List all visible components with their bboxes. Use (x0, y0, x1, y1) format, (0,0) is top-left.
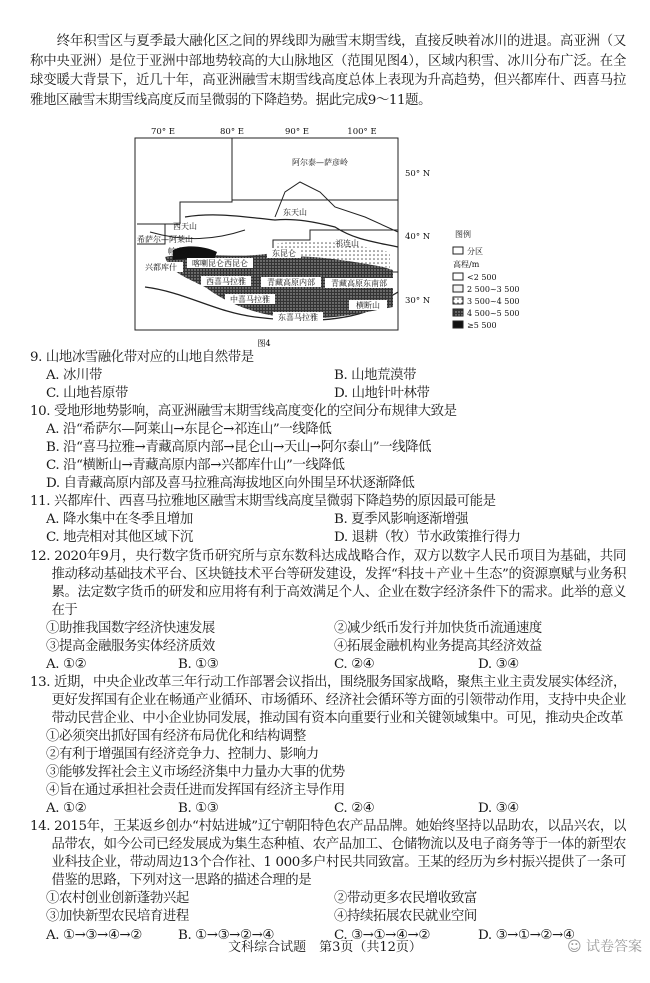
option-c: C. ②④ (334, 656, 375, 672)
legend-class: 4 500~5 500 (467, 309, 520, 318)
legend-zone: 分区 (467, 247, 483, 256)
option-d: D. ③→①→②→④ (478, 927, 575, 943)
lat-label: 30° N (405, 296, 431, 306)
region-label: 东天山 (283, 208, 307, 217)
question-10 (30, 403, 626, 493)
statement-1: ①农村创业创新蓬勃兴起 (46, 891, 189, 907)
option-d: D. ③④ (478, 801, 519, 817)
option-d: D. 自青藏高原内部及喜马拉雅高海拔地区向外围呈环状逐渐降低 (46, 476, 415, 492)
region-label: 希萨尔—阿莱山 (137, 235, 193, 244)
option-a: A. ①② (46, 656, 87, 672)
legend-class: <2 500 (467, 273, 497, 282)
question-13 (30, 674, 626, 818)
lon-label: 70° E (151, 127, 175, 137)
statement-4: ④旨在通过承担社会责任进而发挥国有经济主导作用 (46, 783, 345, 799)
region-label: 横断山 (356, 301, 380, 310)
region-label: 东昆仑 (272, 249, 296, 258)
question-list (30, 349, 626, 945)
legend-class: 2 500~3 500 (467, 285, 520, 294)
question-stem: 14. 2015年，王某返乡创办“村姑进城”辽宁朝阳特色农产品品牌。她始终坚持以品助农，以品兴农，以品带农，如今公司已经发展成为集生态种植、农产品加工、仓储物流以及电子商务等于一体的新型农业科技企业，带动周边13个合作社、1 000多户村民共同致富。王某的经历为乡村振兴提供了一条可借鉴的思路，下列对这一思路的描述合理的是 (30, 819, 626, 889)
question-14 (30, 818, 626, 944)
region-label: 青藏高原内部 (267, 278, 315, 287)
legend-class: ≥5 500 (467, 321, 497, 330)
option-a: A. 降水集中在冬季且增加 (46, 512, 193, 528)
figure-4-map (125, 122, 545, 352)
figure-caption: 图4 (257, 339, 271, 348)
region-label: 西天山 (173, 222, 197, 231)
option-d: D. ③④ (478, 656, 519, 672)
region-label: 喀喇昆仑西昆仑 (192, 259, 248, 268)
legend-elev-title: 高程/m (453, 260, 480, 269)
region-label: 西喜马拉雅 (206, 277, 246, 286)
watermark-text: 试卷答案 (586, 939, 642, 955)
option-b: B. ①③ (178, 656, 219, 672)
lon-label: 80° E (220, 127, 244, 137)
statement-2: ②有利于增强国有经济竞争力、控制力、影响力 (46, 747, 319, 763)
region-label: 帕米尔 (168, 247, 192, 256)
option-c: C. 沿“横断山→青藏高原内部→兴都库什山”一线降低 (46, 458, 345, 474)
region-label: 青藏高原东南部 (331, 279, 387, 288)
option-b: B. 夏季风影响逐渐增强 (334, 512, 469, 528)
statement-1: ①必须突出抓好国有经济布局优化和结构调整 (46, 728, 306, 744)
option-d: D. 山地针叶林带 (334, 386, 430, 402)
lat-label: 50° N (405, 169, 431, 179)
option-d: D. 退耕（牧）节水政策推行得力 (334, 530, 521, 546)
map-legend (453, 229, 520, 330)
statement-3: ③能够发挥社会主义市场经济集中力量办大事的优势 (46, 765, 345, 781)
question-stem: 12. 2020年9月，央行数字货币研究所与京东数科达成战略合作，双方以数字人民币项目为基础，共同推动移动基础技术平台、区块链技术平台等研发建设，发挥“科技＋产业＋生态”的资源禀赋与业务积累。法定数字货币的研发和应用将有利于高效满足个人、企业在数字经济条件下的需求。此举的意义在于 (30, 548, 626, 618)
watermark (567, 936, 642, 956)
question-12 (30, 548, 626, 674)
statement-4: ④持续拓展农民就业空间 (334, 909, 477, 925)
region-label: 阿尔泰—萨彦岭 (292, 158, 348, 167)
statement-2: ②带动更多农民增收致富 (334, 891, 477, 907)
wechat-icon: ☺ (566, 939, 586, 955)
lat-label: 40° N (405, 232, 431, 242)
statement-3: ③提高金融服务实体经济质效 (46, 638, 215, 654)
question-9 (30, 349, 626, 403)
question-stem: 10. 受地形地势影响，高亚洲融雪末期雪线高度变化的空间分布规律大致是 (30, 404, 457, 420)
region-label: 中喜马拉雅 (230, 295, 270, 304)
question-11 (30, 493, 626, 547)
lon-label: 90° E (285, 127, 309, 137)
statement-4: ④拓展金融机构业务提高其经济效益 (334, 638, 542, 654)
option-b: B. ①③ (178, 801, 219, 817)
option-c: C. ③→①→④→② (334, 927, 430, 943)
option-c: C. ②④ (334, 801, 375, 817)
option-a: A. 冰川带 (46, 368, 102, 384)
option-a: A. ①→③→④→② (46, 927, 142, 943)
option-a: A. 沿“希萨尔—阿莱山→东昆仑→祁连山”一线降低 (46, 422, 332, 438)
statement-3: ③加快新型农民培育进程 (46, 909, 189, 925)
region-label: 祁连山 (335, 239, 359, 248)
option-b: B. ①→③→②→④ (178, 927, 275, 943)
region-label: 兴都库什 (145, 263, 177, 272)
question-stem: 9. 山地冰雪融化带对应的山地自然带是 (30, 350, 254, 365)
region-label: 东喜马拉雅 (278, 313, 318, 322)
option-c: C. 山地苔原带 (46, 386, 129, 402)
option-b: B. 山地荒漠带 (334, 368, 417, 384)
option-b: B. 沿“喜马拉雅→青藏高原内部→昆仑山→天山→阿尔泰山”一线降低 (46, 440, 432, 456)
legend-title: 图例 (455, 230, 471, 239)
option-a: A. ①② (46, 801, 87, 817)
page-footer: 文科综合试题 第3页（共12页） (228, 940, 422, 955)
legend-class: 3 500~4 500 (467, 297, 520, 306)
option-c: C. 地壳相对其他区域下沉 (46, 530, 193, 546)
question-stem: 11. 兴都库什、西喜马拉雅地区融雪末期雪线高度呈微弱下降趋势的原因最可能是 (30, 494, 496, 510)
statement-1: ①助推我国数字经济快速发展 (46, 620, 215, 636)
statement-2: ②减少纸币发行并加快货币流通速度 (334, 620, 542, 636)
lon-label: 100° E (347, 127, 377, 137)
question-stem: 13. 近期，中央企业改革三年行动工作部署会议指出，围绕服务国家战略，聚焦主业主责发展实体经济，更好发挥国有企业在畅通产业循环、市场循环、经济社会循环等方面的引领带动作用，支持中央企业带动民营企业、中小企业协同发展，推动国有资本向重要行业和关键领域集中。可见，推动央企改革 (30, 674, 626, 726)
intro-paragraph: 终年积雪区与夏季最大融化区之间的界线即为融雪末期雪线，直接反映着冰川的进退。高亚洲（又称中央亚洲）是位于亚洲中部地势较高的大山脉地区（范围见图4），区域内积雪、冰川分布广泛。在全球变暖大背景下，近几十年，高亚洲融雪末期雪线高度总体上表现为升高趋势，但兴都库什、西喜马拉雅地区融雪末期雪线高度反而呈微弱的下降趋势。据此完成9～11题。 (30, 34, 626, 108)
